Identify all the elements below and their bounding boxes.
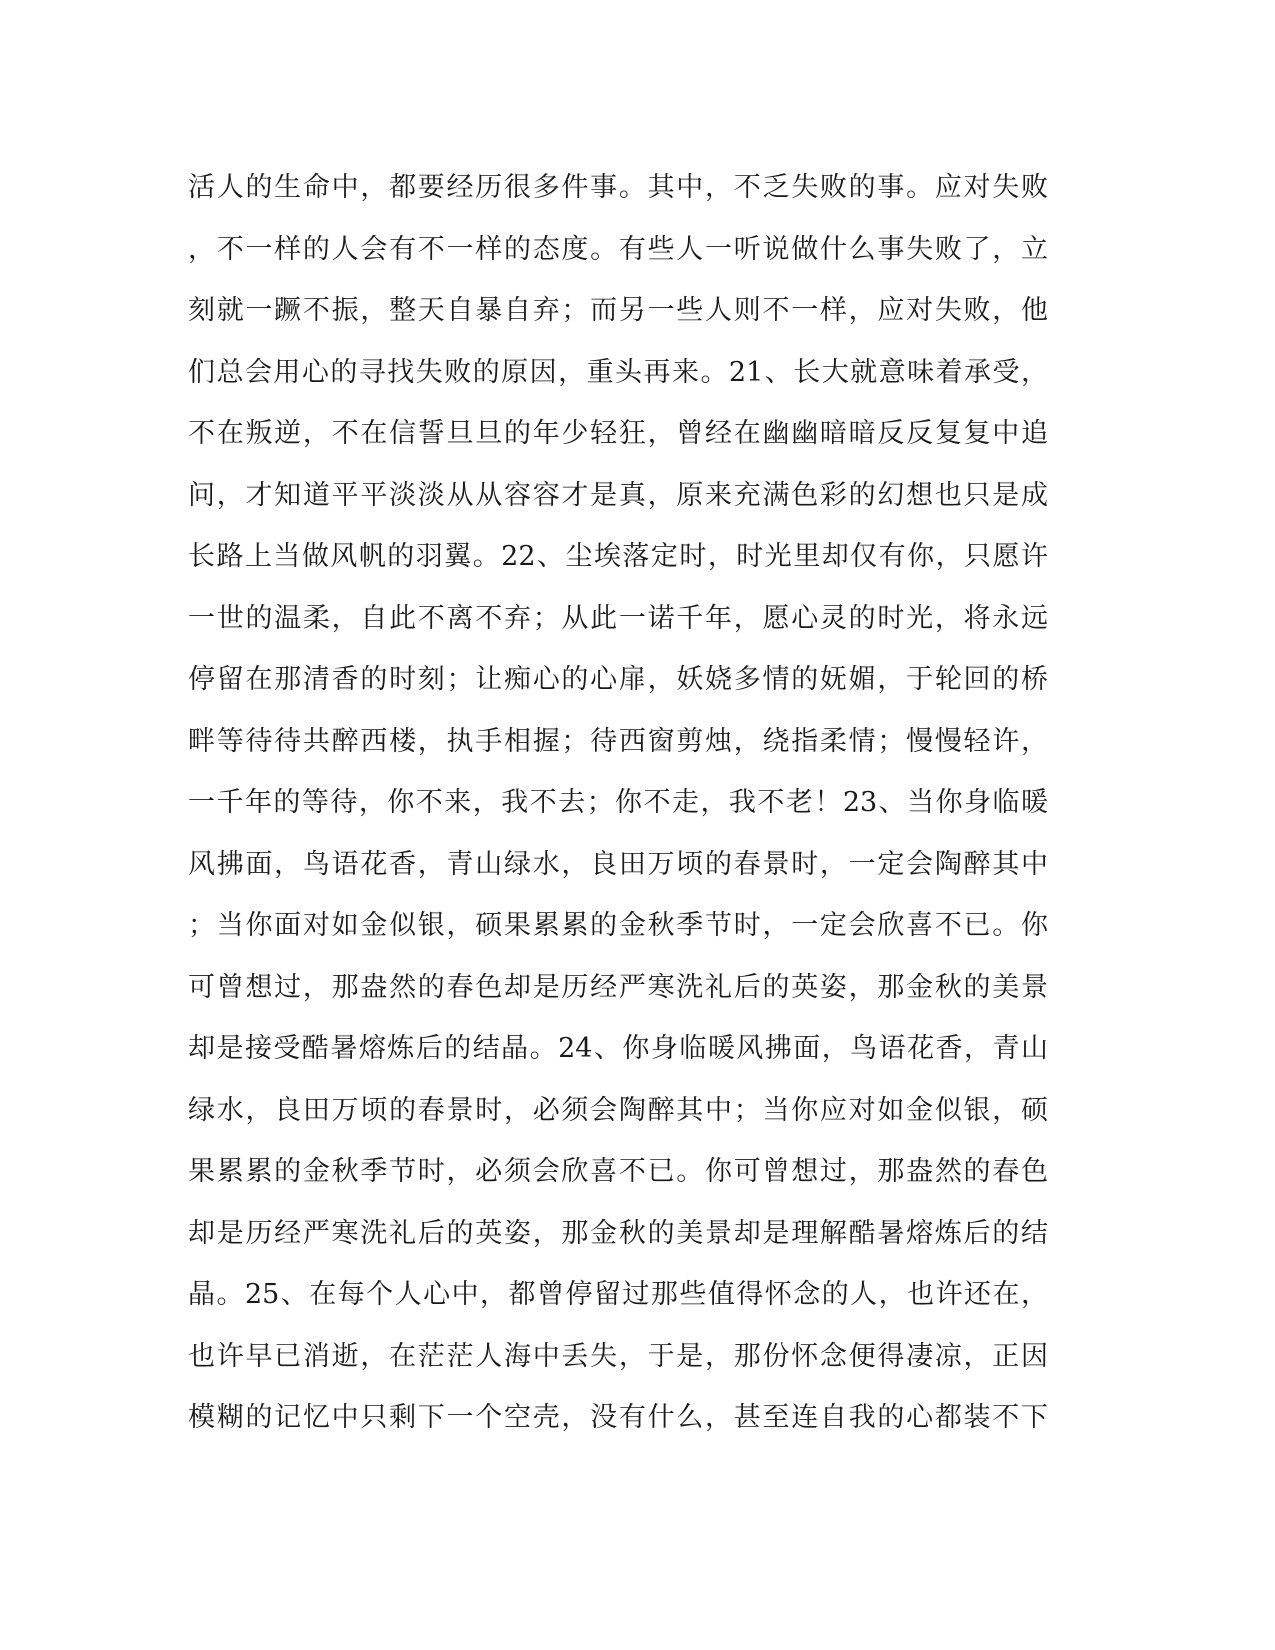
text-line: 一世的温柔，自此不离不弃；从此一诺千年，愿心灵的时光，将永远	[188, 602, 1048, 634]
text-line: 不在叛逆，不在信誓旦旦的年少轻狂，曾经在幽幽暗暗反反复复中追	[188, 418, 1048, 449]
text-line: 们总会用心的寻找失败的原因，重头再来。21、长大就意味着承受，	[188, 356, 1048, 388]
text-line: 却是历经严寒洗礼后的英姿，那金秋的美景却是理解酷暑熔炼后的结	[188, 1217, 1048, 1249]
text-line: ，不一样的人会有不一样的态度。有些人一听说做什么事失败了，立	[188, 233, 1048, 265]
text-line: 刻就一蹶不振，整天自暴自弃；而另一些人则不一样，应对失败，他	[188, 295, 1048, 326]
text-line: 畔等待待共醉西楼，执手相握；待西窗剪烛，绕指柔情；慢慢轻许，	[188, 725, 1048, 757]
text-line: 绿水，良田万顷的春景时，必须会陶醉其中；当你应对如金似银，硕	[188, 1094, 1048, 1126]
text-line: 一千年的等待，你不来，我不去；你不走，我不老！23、当你身临暖	[188, 787, 1048, 818]
text-line: 停留在那清香的时刻；让痴心的心扉，妖娆多情的妩媚，于轮回的桥	[188, 664, 1048, 695]
text-line: 长路上当做风帆的羽翼。22、尘埃落定时，时光里却仅有你，只愿许	[188, 541, 1048, 572]
text-line: 风拂面，鸟语花香，青山绿水，良田万顷的春景时，一定会陶醉其中	[188, 848, 1048, 880]
text-line: 模糊的记忆中只剩下一个空壳，没有什么，甚至连自我的心都装不下	[188, 1402, 1048, 1433]
text-line: ；当你面对如金似银，硕果累累的金秋季节时，一定会欣喜不已。你	[188, 910, 1048, 941]
text-line: 却是接受酷暑熔炼后的结晶。24、你身临暖风拂面，鸟语花香，青山	[188, 1033, 1048, 1064]
text-line: 果累累的金秋季节时，必须会欣喜不已。你可曾想过，那盎然的春色	[188, 1156, 1048, 1187]
text-line: 问，才知道平平淡淡从从容容才是真，原来充满色彩的幻想也只是成	[188, 479, 1048, 511]
body-text	[188, 166, 1048, 1458]
text-line: 活人的生命中，都要经历很多件事。其中，不乏失败的事。应对失败	[188, 172, 1048, 203]
text-line: 可曾想过，那盎然的春色却是历经严寒洗礼后的英姿，那金秋的美景	[188, 971, 1048, 1003]
text-line: 也许早已消逝，在茫茫人海中丢失，于是，那份怀念便得凄凉，正因	[188, 1340, 1048, 1372]
text-line: 晶。25、在每个人心中，都曾停留过那些值得怀念的人，也许还在，	[188, 1279, 1048, 1310]
